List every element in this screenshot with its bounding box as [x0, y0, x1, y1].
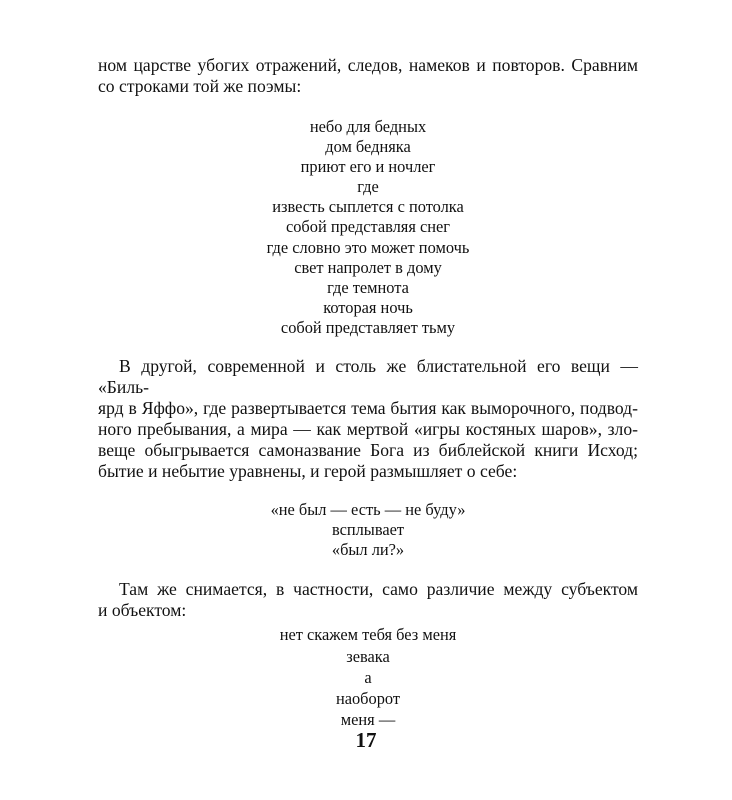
poem-line: свет напролет в дому — [294, 257, 442, 277]
page-body — [98, 55, 638, 730]
poem-line: собой представляя снег — [285, 217, 451, 237]
poem-excerpt-2 — [98, 500, 638, 560]
poem-line: где словно это может помочь — [266, 237, 470, 257]
poem-line: где темнота — [327, 277, 409, 297]
paragraph-line: Там же снимается, в частности, само различие между субъектом — [119, 579, 638, 600]
body-paragraph-3 — [98, 579, 638, 621]
paragraph-line: ном царстве убогих отражений, следов, намеков и повторов. Сравним — [98, 55, 638, 75]
paragraph-line: В другой, современной и столь же блистательной его вещи — «Биль- — [98, 356, 638, 398]
poem-line: зевака — [346, 646, 390, 666]
poem-line: собой представляет тьму — [280, 317, 456, 337]
paragraph-line: веще обыгрывается самоназвание Бога из библейской книги Исход; — [98, 440, 638, 461]
poem-line: приют его и ночлег — [300, 157, 436, 177]
paragraph-line: ного пребывания, а мира — как мертвой «игры костяных шаров», зло- — [98, 419, 638, 440]
poem-line: всплывает — [331, 520, 405, 540]
poem-line: которая ночь — [323, 297, 413, 317]
poem-line: дом бедняка — [325, 137, 411, 157]
page-number: 17 — [355, 728, 377, 752]
paragraph-line: со строками той же поэмы: — [98, 76, 302, 96]
poem-line: «не был — есть — не буду» — [270, 500, 466, 520]
poem-line: нет скажем тебя без меня — [279, 625, 457, 645]
poem-line: меня — — [340, 710, 396, 730]
paragraph-line: ярд в Яффо», где развертывается тема бытия как выморочного, подвод- — [98, 398, 638, 419]
poem-line: где — [357, 177, 379, 197]
poem-line: «был ли?» — [331, 540, 405, 560]
poem-line: небо для бедных — [309, 117, 427, 136]
poem-line: известь сыплется с потолка — [272, 197, 464, 217]
poem-excerpt-3 — [98, 624, 638, 730]
poem-line: а — [364, 667, 372, 687]
intro-paragraph — [98, 55, 638, 97]
poem-excerpt-1 — [98, 117, 638, 338]
poem-line: наоборот — [335, 688, 401, 708]
paragraph-line: и объектом: — [98, 600, 187, 621]
paragraph-line: бытие и небытие уравнены, и герой размышляет о себе: — [98, 461, 518, 482]
body-paragraph-2 — [98, 356, 638, 482]
